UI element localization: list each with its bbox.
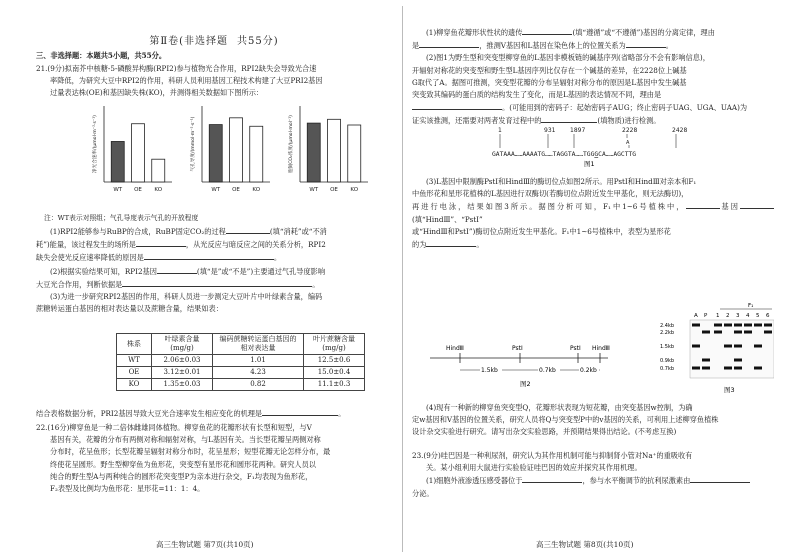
gel-band — [714, 324, 722, 327]
section-title: 第Ⅱ卷(非选择题 共55分) — [149, 36, 279, 47]
gel-band — [692, 324, 700, 327]
gel-lane-label: A — [694, 313, 698, 319]
gel-lane-label: 4 — [746, 313, 750, 319]
gel-lane-label: 1 — [716, 313, 720, 319]
band-size-label: 2.2kb — [660, 330, 675, 336]
gel-lane-label: P — [704, 313, 708, 319]
fig1-num: 2428 — [672, 127, 688, 134]
left-page — [36, 0, 392, 558]
bar — [348, 125, 361, 182]
q22-stem: 22.(16分)柳穿鱼是一种二倍体雌雄同体植物。柳穿鱼花的花瓣形状有长型和短型，与V 基因有关，花瓣的分布有两侧对称和辐射对称，与L基因有关。当长型花瓣呈两侧对称 分布时，花呈鱼形；长型花瓣呈辐射对称分布时，花呈星形；短型花瓣无论怎样分布，最 终使花呈圆形。野生型柳穿鱼为鱼形花，突变型有星形花和圆形花两种。研究人员以 纯合的野生型A与两种纯合的圆形花突变型P为亲本进行杂交，F₁均表现为鱼形花， F₂表型及比例均为鱼形花：星形花=11：1：4。 — [36, 423, 331, 494]
x-tick-label: KO — [252, 187, 261, 193]
bar-chart-2 — [189, 106, 270, 193]
fig2-site: HindⅢ — [592, 345, 610, 352]
y-axis-label: 净光合速率/(μmol·m⁻²·s⁻¹) — [93, 115, 98, 173]
q23-stem: 23.(9分)哇巴因是一种利尿剂，研究认为其作用机制可能与抑制肾小管对Na⁺的重吸收有 关。某小组利用大鼠进行实验验证哇巴因的效应并探究其作用机理。 (1)细胞外液渗透压感受器位于 ，参与水平衡调节的抗利尿激素由 分泌。 — [412, 450, 774, 500]
part-heading: 三、非选择题：本题共5小题，共55分。 — [36, 51, 167, 60]
gel-lane-label: 6 — [766, 313, 770, 319]
fig2-length: 1.5kb — [481, 367, 498, 374]
figure-3 — [660, 300, 774, 400]
fig2-site: PstⅠ — [512, 345, 523, 352]
bar-chart-3 — [287, 106, 368, 193]
gel-band — [724, 345, 732, 348]
band-size-label: 0.7kb — [660, 366, 675, 372]
bar-chart-1 — [91, 106, 172, 193]
right-page — [412, 0, 774, 558]
band-size-label: 2.4kb — [660, 323, 675, 329]
x-tick-label: OE — [232, 187, 240, 193]
fig1-caption: 图1 — [584, 160, 595, 168]
fig2-length: 0.2kb — [580, 367, 597, 374]
page-divider — [402, 6, 403, 552]
fig2-site: HindⅢ — [446, 345, 464, 352]
fig1-mut: G — [594, 151, 599, 158]
gel-band — [754, 324, 762, 327]
bar — [132, 124, 145, 182]
footer-left: 高三生物试题 第7页(共10页) — [156, 540, 254, 549]
x-tick-label: WT — [309, 187, 319, 193]
bar — [111, 141, 124, 182]
figure-1 — [412, 124, 774, 174]
x-tick-label: WT — [113, 187, 123, 193]
gel-band — [692, 367, 700, 370]
band-size-label: 1.5kb — [660, 344, 675, 350]
gel-band — [714, 331, 722, 334]
x-tick-label: KO — [350, 187, 359, 193]
gel-band — [764, 331, 772, 334]
table-row: WT 2.06±0.03 1.01 12.5±0.6 — [117, 355, 365, 367]
q21-charts — [84, 100, 374, 212]
x-tick-label: KO — [154, 187, 163, 193]
gel-band — [754, 367, 762, 370]
gel-band — [754, 345, 762, 348]
gel-band — [702, 331, 710, 334]
q21-intro: 21.(9分)拟南芥中核糖-5-磷酸异构酶(RPI2)参与植物光合作用，RPI2缺失会导致光合速 率降低，为研究大豆中RPI2的作用，科研人员利用基因工程技术构建了大豆PRI2基因 过量表达株(OE)和基因缺失株(KO)，并测得相关数据如下图所示： — [36, 64, 323, 98]
gel-band — [702, 359, 710, 362]
bar — [328, 119, 341, 182]
fig2-site: PstⅠ — [570, 345, 581, 352]
q21-subquestions: (1)RPI2能够参与RuBP的合成，RuBP固定CO₂的过程 (填“消耗”或“不消 耗”)能量，该过程发生的场所是 ，从光反应与暗反应之间的关系分析，RPI2 缺失会使光反应速率降低的原因是 。 (2)根据实验结果可知，RPI2基因 (填“是”或“不是”)主要通过气孔导度影响 大豆光合作用，判断依据是 。 (3)为进一步研究RPI2基因的作用，科研人员进一步测定大豆叶片中叶绿素含量，编码 蔗糖转运蛋白基因的相对表达量以及蔗糖含量，结果如表： — [36, 227, 327, 314]
x-tick-label: OE — [134, 187, 142, 193]
gel-band — [734, 359, 742, 362]
gel-band — [734, 331, 742, 334]
q22-part3: (3)L基因中限制酶PstⅠ和HindⅢ的酶切位点如图2所示。用PstⅠ和HindⅢ对亲本和F₁ 中鱼形花和星形花植株的L基因进行双酶切(若酶切位点附近发生甲基化，则无法酶切)， 再进行电泳，结果如图3所示。据图分析可知，F₁中1~6号植株中， 基因(填“HindⅢ”、“PstⅠ” 或“HindⅢ和PstⅠ”)酶切位点附近发生甲基化。F₁中1~6号植株中，表型为星形花 的为 。 — [412, 176, 774, 251]
gel-band — [734, 345, 742, 348]
fig1-sequence: GATAAA……AAAATG……TAGGTA……TGG — [492, 151, 595, 158]
gel-lane-label: 5 — [756, 313, 760, 319]
gel-f1-label: F₁ — [748, 303, 754, 309]
fig1-num: 2228 — [622, 127, 638, 134]
x-tick-label: WT — [211, 187, 221, 193]
q22-part1-2: (1)柳穿鱼花瓣形状性状的遗传 (填“遵循”或“不遵循”)基因的分离定律，理由 是 ，推测V基因和L基因在染色体上的位置关系为 。 (2)图1为野生型和突变型柳穿鱼的L基因非模板链的碱基序列(省略部分不会有影响信息)， 开辐射对称花的突变型和野生型L基因序列比仅存在一个碱基的差异，在2228位上碱基 G取代了A。据图可推测，突变型花瓣的分布呈辐射对称分布的原因是L基因中发生碱基 突变致其编码的蛋白质的结构发生了变化，而是L基因的表达情况不同，理由是 。(可能用到的密码子：起始密码子AUG；终止密码子UAG、UGA、UAA)为 证实该推测，还需要对两者发育过程中的 (填物质)进行检测。 — [412, 28, 748, 126]
bar — [230, 118, 243, 182]
gel-lane-label: 2 — [726, 313, 730, 319]
fig1-num: 1 — [498, 127, 502, 134]
gel-band — [724, 367, 732, 370]
y-axis-label: 气孔导度/(mmol·m⁻²·s⁻¹) — [191, 116, 196, 172]
gel-band — [734, 324, 742, 327]
chart-note: 注：WT表示对照组；气孔导度表示气孔的开放程度 — [44, 214, 199, 222]
table-row: OE 3.12±0.01 4.23 15.0±0.4 — [117, 367, 365, 379]
svg-text:GATAAA……AAAATG……TAGGTA……TGGGCA — [492, 151, 636, 158]
table-row: KO 1.35±0.03 0.82 11.1±0.3 — [117, 379, 365, 391]
bar — [209, 125, 222, 182]
gel-band — [734, 367, 742, 370]
gel-band — [764, 324, 772, 327]
q22-part4: (4)现有一种新的柳穿鱼突变型Q，花瓣形状表现为短花瓣，由突变基因w控制，为确 定w基因和V基因的位置关系，研究人员将Q与突变型P中的v基因的关系，可利用上述柳穿鱼植株 设计杂交实验进行研究。请写出杂交实验思路，并预期结果得出结论。(不考虑互换) — [412, 403, 719, 437]
y-axis-label: 胞间CO₂浓度/(μmol·mol⁻¹) — [289, 115, 294, 173]
q21-table: 株系 叶绿素含量(mg/g) 编码蔗糖转运蛋白基因的相对表达量 叶片蔗糖含量(mg/g) WT 2.06±0.03 1.01 12.5±0.6 OE 3.12±0.01 4.23 15.0±0.4 KO 1.35±0.03 0.82 11.1±0.3 — [116, 333, 365, 391]
bar — [250, 126, 263, 182]
gel-band — [744, 324, 752, 327]
gel-lane-label: 3 — [736, 313, 740, 319]
fig1-num: 931 — [544, 127, 556, 134]
fig1-sequence-end: CA……AGCTTG — [598, 151, 637, 158]
gel-band — [724, 324, 732, 327]
bar — [152, 159, 165, 182]
footer-right: 高三生物试题 第8页(共10页) — [536, 540, 634, 549]
fig2-length: 0.7kb — [539, 367, 556, 374]
bar — [307, 123, 320, 182]
fig1-mut-from: A — [626, 140, 630, 146]
q21-mechanism: 结合表格数据分析，PRI2基因导致大豆光合速率发生相应变化的机理是 。 — [36, 409, 346, 418]
fig2-caption: 图2 — [520, 380, 531, 388]
x-tick-label: OE — [330, 187, 338, 193]
gel-band — [744, 331, 752, 334]
gel-band — [702, 367, 710, 370]
fig3-caption: 图3 — [724, 386, 735, 394]
fig1-num: 1897 — [570, 127, 586, 134]
band-size-label: 0.9kb — [660, 358, 675, 364]
gel-band — [692, 345, 700, 348]
figure-2 — [412, 340, 642, 390]
